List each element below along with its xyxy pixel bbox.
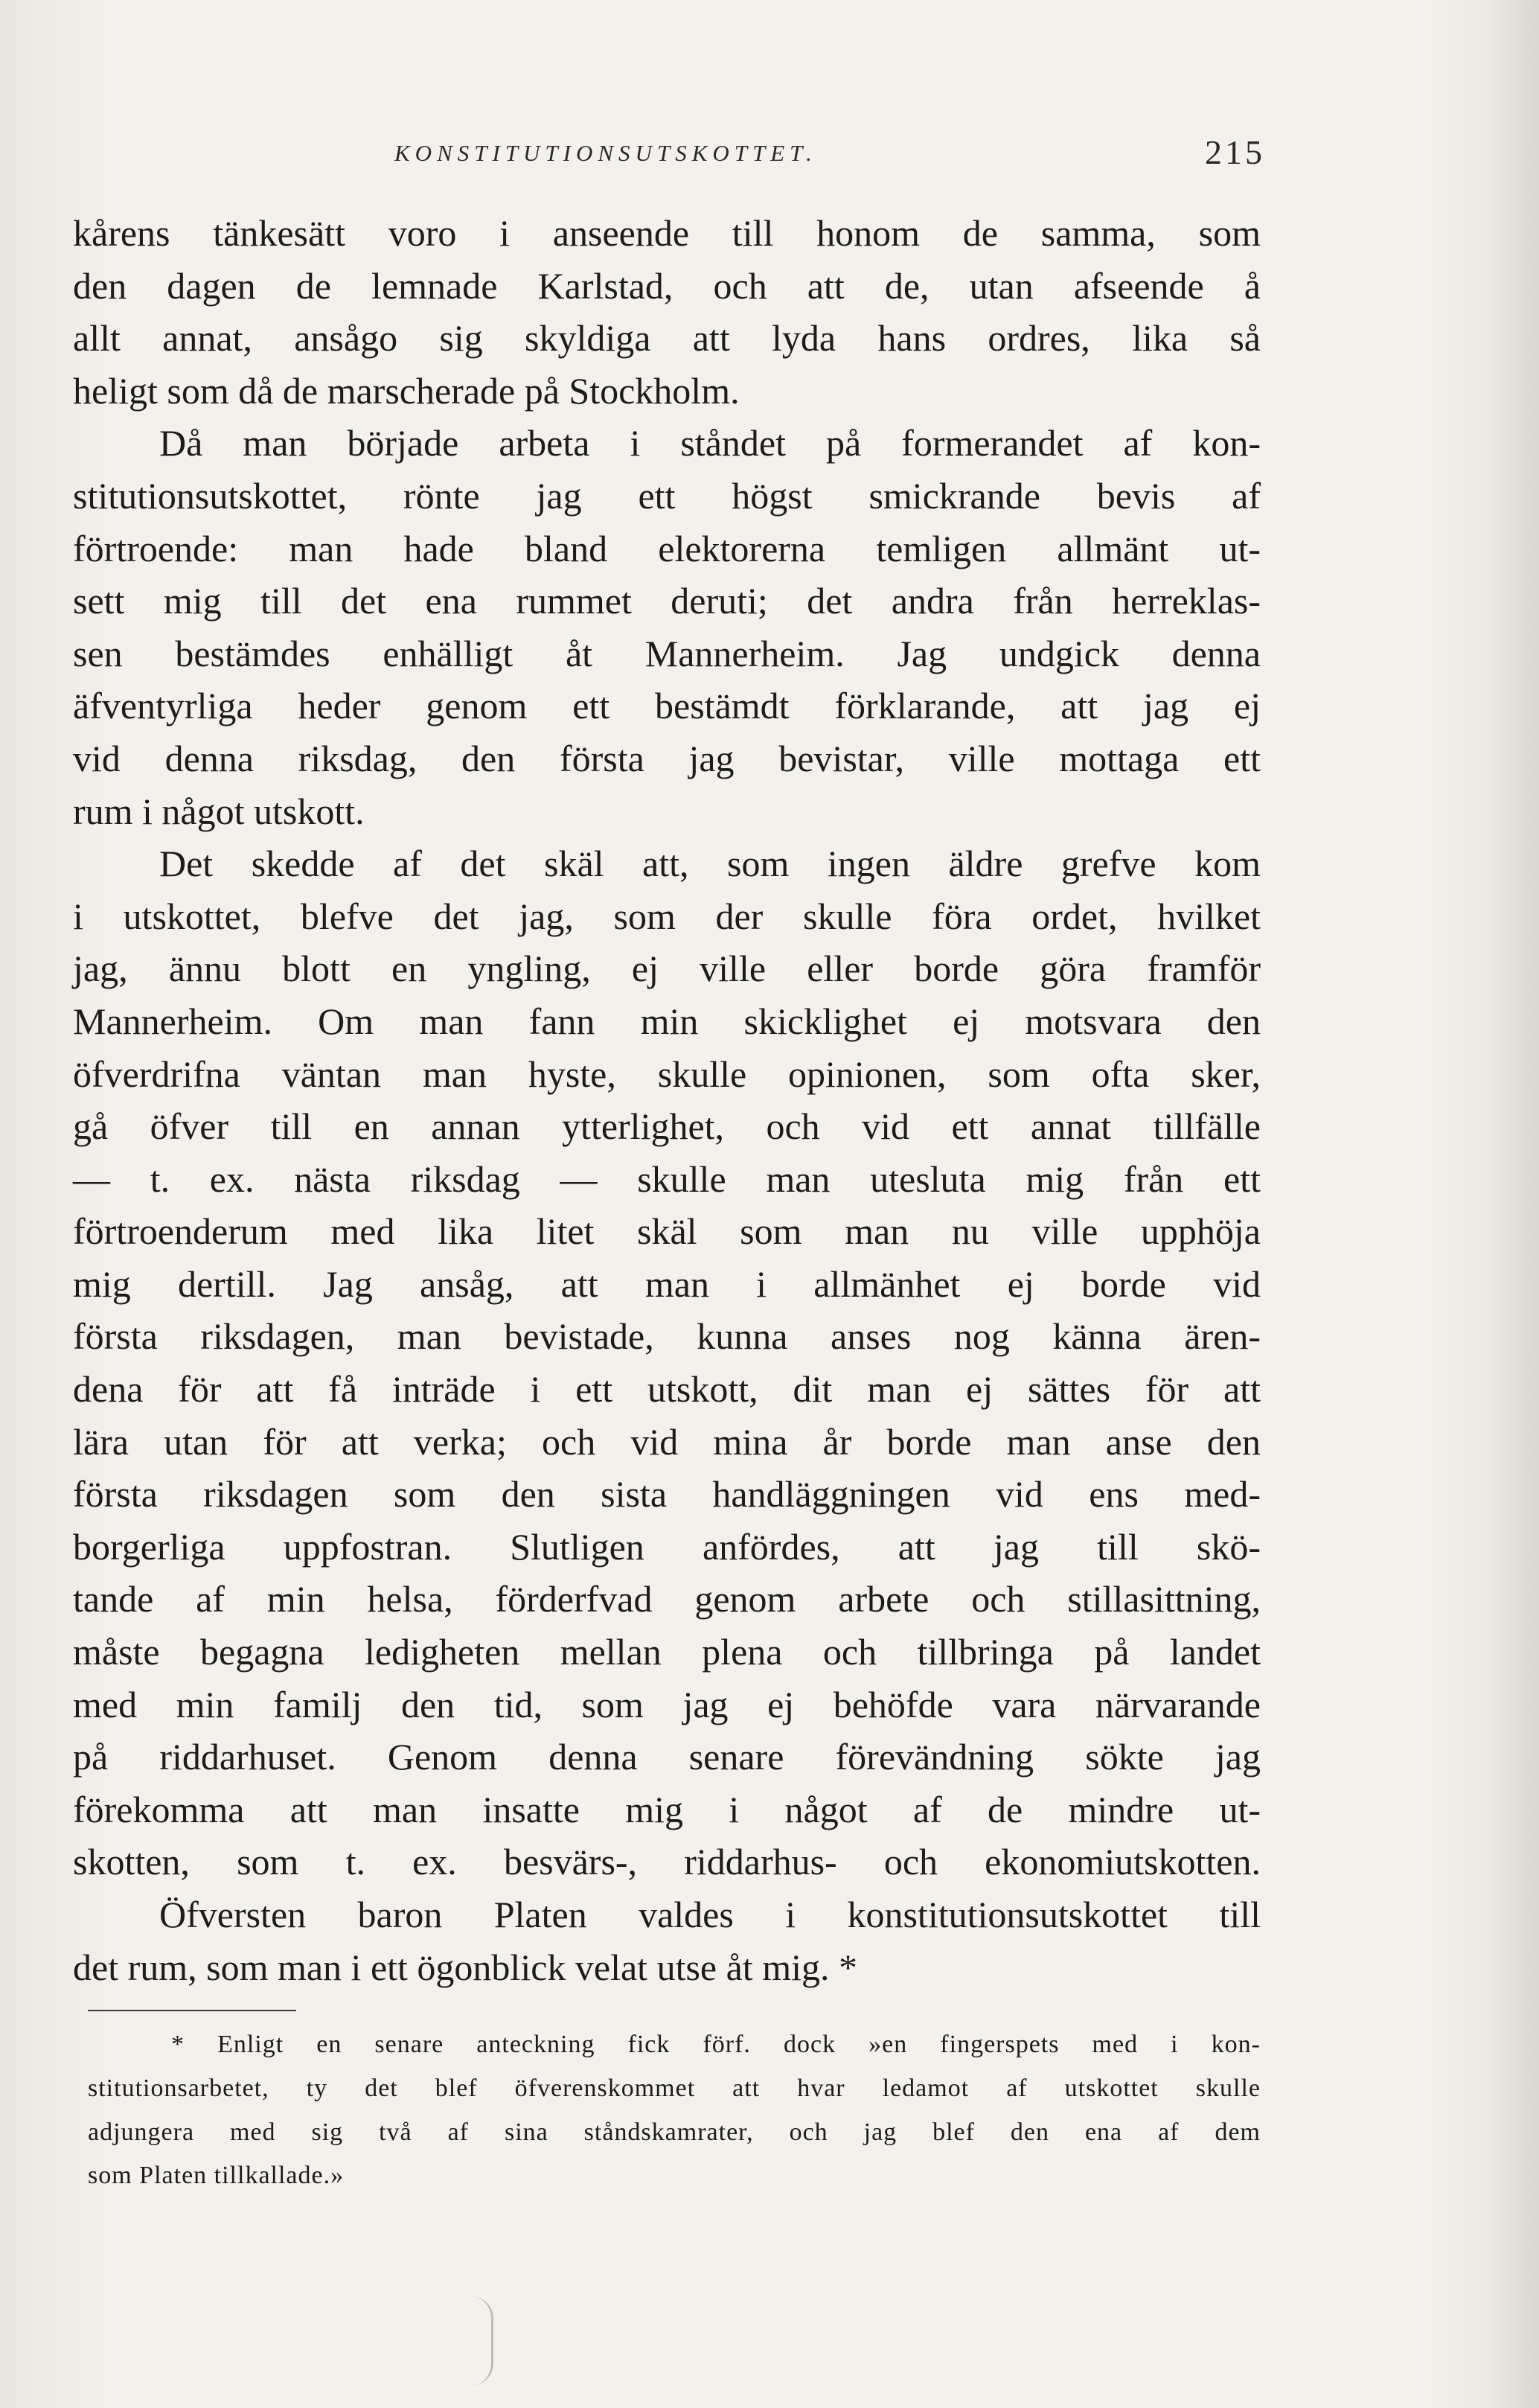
footnote-rule xyxy=(88,2010,296,2011)
text-line: måste begagna ledigheten mellan plena och tillbringa på landet xyxy=(73,1631,1261,1673)
text-line: dena för att få inträde i ett utskott, dit man ej sättes för att xyxy=(73,1368,1261,1411)
text-line: skotten, som t. ex. besvärs-, riddarhus- och ekonomiutskotten. xyxy=(73,1841,1261,1883)
text-line: sen bestämdes enhälligt åt Mannerheim. Jag undgick denna xyxy=(73,632,1261,674)
footnote-line: stitutionsarbetet, ty det blef öfverenskommet att hvar ledamot af utskottet skulle xyxy=(88,2074,1261,2102)
text-line: heligt som då de marscherade på Stockholm. xyxy=(73,369,740,412)
text-line: första riksdagen som den sista handläggningen vid ens med- xyxy=(73,1473,1261,1516)
text-line: Mannerheim. Om man fann min skicklighet ej motsvara den xyxy=(73,1000,1261,1042)
running-title: KONSTITUTIONSUTSKOTTET. xyxy=(394,140,817,166)
text-line: mig dertill. Jag ansåg, att man i allmänhet ej borde vid xyxy=(73,1262,1261,1305)
text-line: kårens tänkesätt voro i anseende till honom de samma, som xyxy=(73,212,1261,254)
text-line: förekomma att man insatte mig i något af de mindre ut- xyxy=(73,1788,1261,1830)
running-head xyxy=(387,132,1265,185)
text-line: det rum, som man i ett ögonblick velat utse åt mig. * xyxy=(73,1946,857,1988)
text-line: på riddarhuset. Genom denna senare förevändning sökte jag xyxy=(73,1736,1261,1778)
text-line: jag, ännu blott en yngling, ej ville eller borde göra framför xyxy=(73,948,1261,990)
text-line: i utskottet, blefve det jag, som der skulle föra ordet, hvilket xyxy=(73,895,1261,937)
text-line: stitutionsutskottet, rönte jag ett högst smickrande bevis af xyxy=(73,474,1261,517)
text-line: rum i något utskott. xyxy=(73,790,365,832)
text-line: — t. ex. nästa riksdag — skulle man utesluta mig från ett xyxy=(73,1157,1261,1200)
text-line: borgerliga uppfostran. Slutligen anfördes, att jag till skö- xyxy=(73,1525,1261,1568)
text-line: äfventyrliga heder genom ett bestämdt förklarande, att jag ej xyxy=(73,685,1261,727)
text-line: med min familj den tid, som jag ej behöfde vara närvarande xyxy=(73,1683,1261,1725)
text-line: Då man började arbeta i ståndet på formerandet af kon- xyxy=(159,422,1261,464)
body-text xyxy=(73,207,1261,1993)
binding-mark xyxy=(461,2296,493,2386)
page-edge-shadow xyxy=(1487,0,1539,2408)
text-line: förtroende: man hade bland elektorerna temligen allmänt ut- xyxy=(73,527,1261,569)
footnote xyxy=(88,2023,1261,2198)
text-line: Det skedde af det skäl att, som ingen äldre grefve kom xyxy=(159,843,1261,885)
text-line: gå öfver till en annan ytterlighet, och vid ett annat tillfälle xyxy=(73,1105,1261,1148)
footnote-line: som Platen tillkallade.» xyxy=(88,2162,345,2190)
page-number: 215 xyxy=(1205,133,1265,171)
text-line: sett mig till det ena rummet deruti; det andra från herreklas- xyxy=(73,580,1261,622)
text-line: vid denna riksdag, den första jag bevistar, ville mottaga ett xyxy=(73,737,1261,779)
text-line: öfverdrifna väntan man hyste, skulle opinionen, som ofta sker, xyxy=(73,1053,1261,1095)
text-line: allt annat, ansågo sig skyldiga att lyda hans ordres, lika så xyxy=(73,317,1261,360)
text-line: den dagen de lemnade Karlstad, och att de, utan afseende å xyxy=(73,264,1261,307)
footnote-line: adjungera med sig två af sina ståndskamrater, och jag blef den ena af dem xyxy=(88,2118,1261,2146)
footnote-line: * Enligt en senare anteckning fick förf. dock »en fingerspets med i kon- xyxy=(171,2031,1261,2058)
text-line: lära utan för att verka; och vid mina år borde man anse den xyxy=(73,1420,1261,1463)
text-line: förtroenderum med lika litet skäl som man nu ville upphöja xyxy=(73,1210,1261,1253)
text-line: tande af min helsa, förderfvad genom arbete och stillasittning, xyxy=(73,1578,1261,1620)
text-line: första riksdagen, man bevistade, kunna anses nog känna ären- xyxy=(73,1315,1261,1358)
text-line: Öfversten baron Platen valdes i konstitutionsutskottet till xyxy=(159,1894,1261,1935)
